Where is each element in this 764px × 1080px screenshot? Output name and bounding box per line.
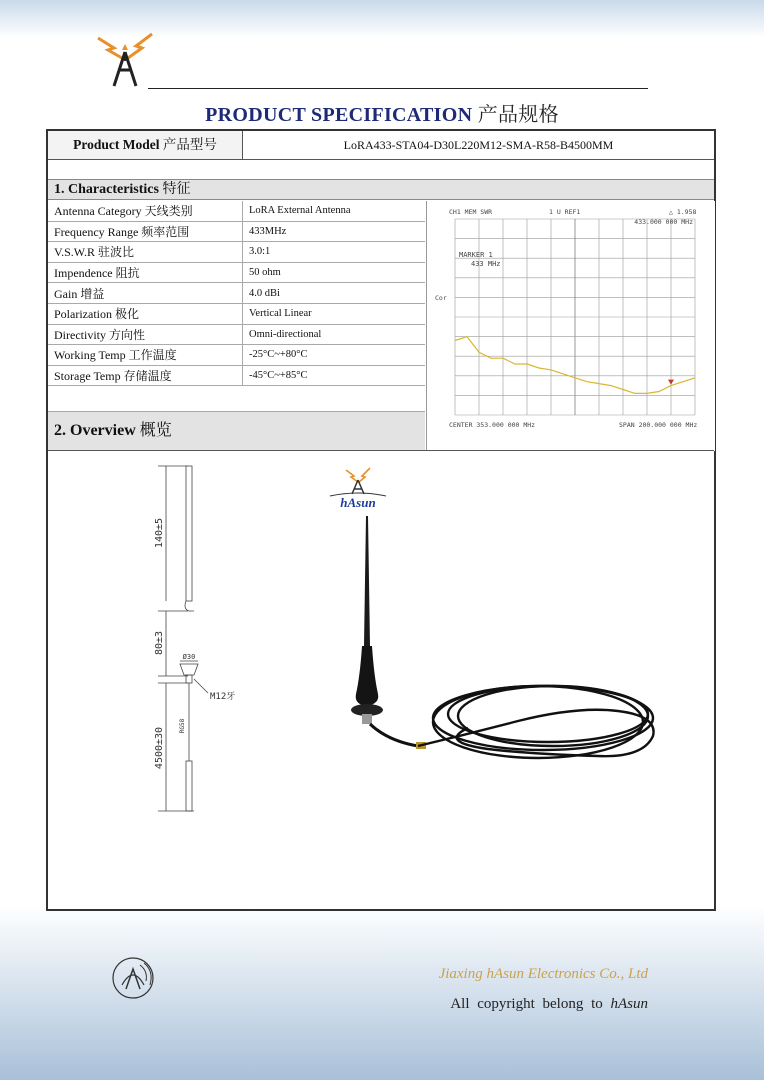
table-row xyxy=(48,303,425,324)
table-row xyxy=(48,242,425,263)
antenna-product-photo xyxy=(318,466,678,766)
chart-footer-right: SPAN 200.000 000 MHz xyxy=(619,421,698,429)
chart-header-mid: 1 U REF1 xyxy=(549,208,581,216)
spec-label: Gain 增益 xyxy=(48,283,243,304)
tower-lightning-logo-icon xyxy=(92,28,158,90)
spec-value: 50 ohm xyxy=(243,262,426,283)
spec-value: Vertical Linear xyxy=(243,303,426,324)
chart-side-label: Cor xyxy=(435,294,447,302)
table-row xyxy=(48,221,425,242)
overview-rule xyxy=(48,450,714,451)
vswr-chart xyxy=(426,201,715,451)
spec-label: Working Temp 工作温度 xyxy=(48,345,243,366)
spec-label: Polarization 极化 xyxy=(48,303,243,324)
section-overview-cn: 概览 xyxy=(139,422,172,439)
section-characteristics-heading xyxy=(48,180,714,200)
spec-value: 4.0 dBi xyxy=(243,283,426,304)
copyright-prefix: All copyright belong to xyxy=(450,996,603,1012)
section-characteristics-en: 1. Characteristics xyxy=(54,182,159,197)
spec-value: 433MHz xyxy=(243,221,426,242)
chart-header-right: △ 1.958 xyxy=(669,208,697,216)
spec-label: Antenna Category 天线类别 xyxy=(48,201,243,221)
page-title-cn: 产品规格 xyxy=(477,104,559,126)
vswr-chart-svg xyxy=(427,201,715,451)
company-name xyxy=(439,966,648,983)
chart-footer-left: CENTER 353.000 000 MHz xyxy=(449,421,536,429)
spec-label: Frequency Range 频率范围 xyxy=(48,221,243,242)
section-characteristics-cn: 特征 xyxy=(162,182,191,197)
copyright-brand: hAsun xyxy=(610,996,648,1012)
product-model-label xyxy=(48,131,243,159)
dim-cable-length: 4500±30 xyxy=(154,726,165,770)
spec-value: -25°C~+80°C xyxy=(243,345,426,366)
spec-value: -45°C~+85°C xyxy=(243,365,426,386)
spec-value: 3.0:1 xyxy=(243,242,426,263)
company-suffix: Electronics Co., Ltd xyxy=(527,966,648,982)
product-model-value: LoRA433-STA04-D30L220M12-SMA-R58-B4500MM xyxy=(243,131,714,159)
cable-type-label: RG58 xyxy=(179,718,186,734)
footer-tower-logo-icon xyxy=(110,955,156,1001)
table-row xyxy=(48,345,425,366)
chart-marker-freq: 433.000 000 MHz xyxy=(634,218,693,226)
spec-label: Impendence 阻抗 xyxy=(48,262,243,283)
table-row xyxy=(48,365,425,386)
spec-sheet-frame xyxy=(46,129,716,911)
dim-whip-length: 140±5 xyxy=(154,517,165,549)
spec-label: Directivity 方向性 xyxy=(48,324,243,345)
page-title-en: PRODUCT SPECIFICATION xyxy=(205,104,473,126)
table-row xyxy=(48,262,425,283)
blank-row xyxy=(48,392,425,412)
table-row xyxy=(48,201,425,221)
page-title xyxy=(0,98,764,127)
antenna-dimension-drawing xyxy=(138,461,258,821)
spec-value: LoRA External Antenna xyxy=(243,201,426,221)
dim-base-diameter: Ø30 xyxy=(182,653,196,661)
brand-name: hAsun xyxy=(340,495,376,510)
company-brand: hAsun xyxy=(486,966,524,982)
table-row xyxy=(48,324,425,345)
product-model-label-en: Product Model xyxy=(73,137,160,152)
copyright-notice xyxy=(450,996,648,1013)
spec-table xyxy=(48,201,425,386)
chart-header-left: CH1 MEM SWR xyxy=(449,208,493,216)
chart-marker-label: MARKER 1 xyxy=(459,251,493,259)
chart-marker-value: 433 MHz xyxy=(471,260,501,268)
section-overview-en: 2. Overview xyxy=(54,422,136,439)
thread-spec: M12牙 xyxy=(210,692,236,702)
spec-label: V.S.W.R 驻波比 xyxy=(48,242,243,263)
section-overview-heading xyxy=(48,412,425,450)
dim-base-height: 80±3 xyxy=(154,630,165,656)
hasun-brand-logo-icon xyxy=(330,468,386,510)
blank-row xyxy=(48,160,714,180)
product-model-label-cn: 产品型号 xyxy=(162,137,217,152)
spec-label: Storage Temp 存储温度 xyxy=(48,365,243,386)
spec-value: Omni-directional xyxy=(243,324,426,345)
table-row xyxy=(48,283,425,304)
company-prefix: Jiaxing xyxy=(438,966,483,982)
product-model-row xyxy=(48,131,714,160)
header-rule xyxy=(148,88,648,89)
